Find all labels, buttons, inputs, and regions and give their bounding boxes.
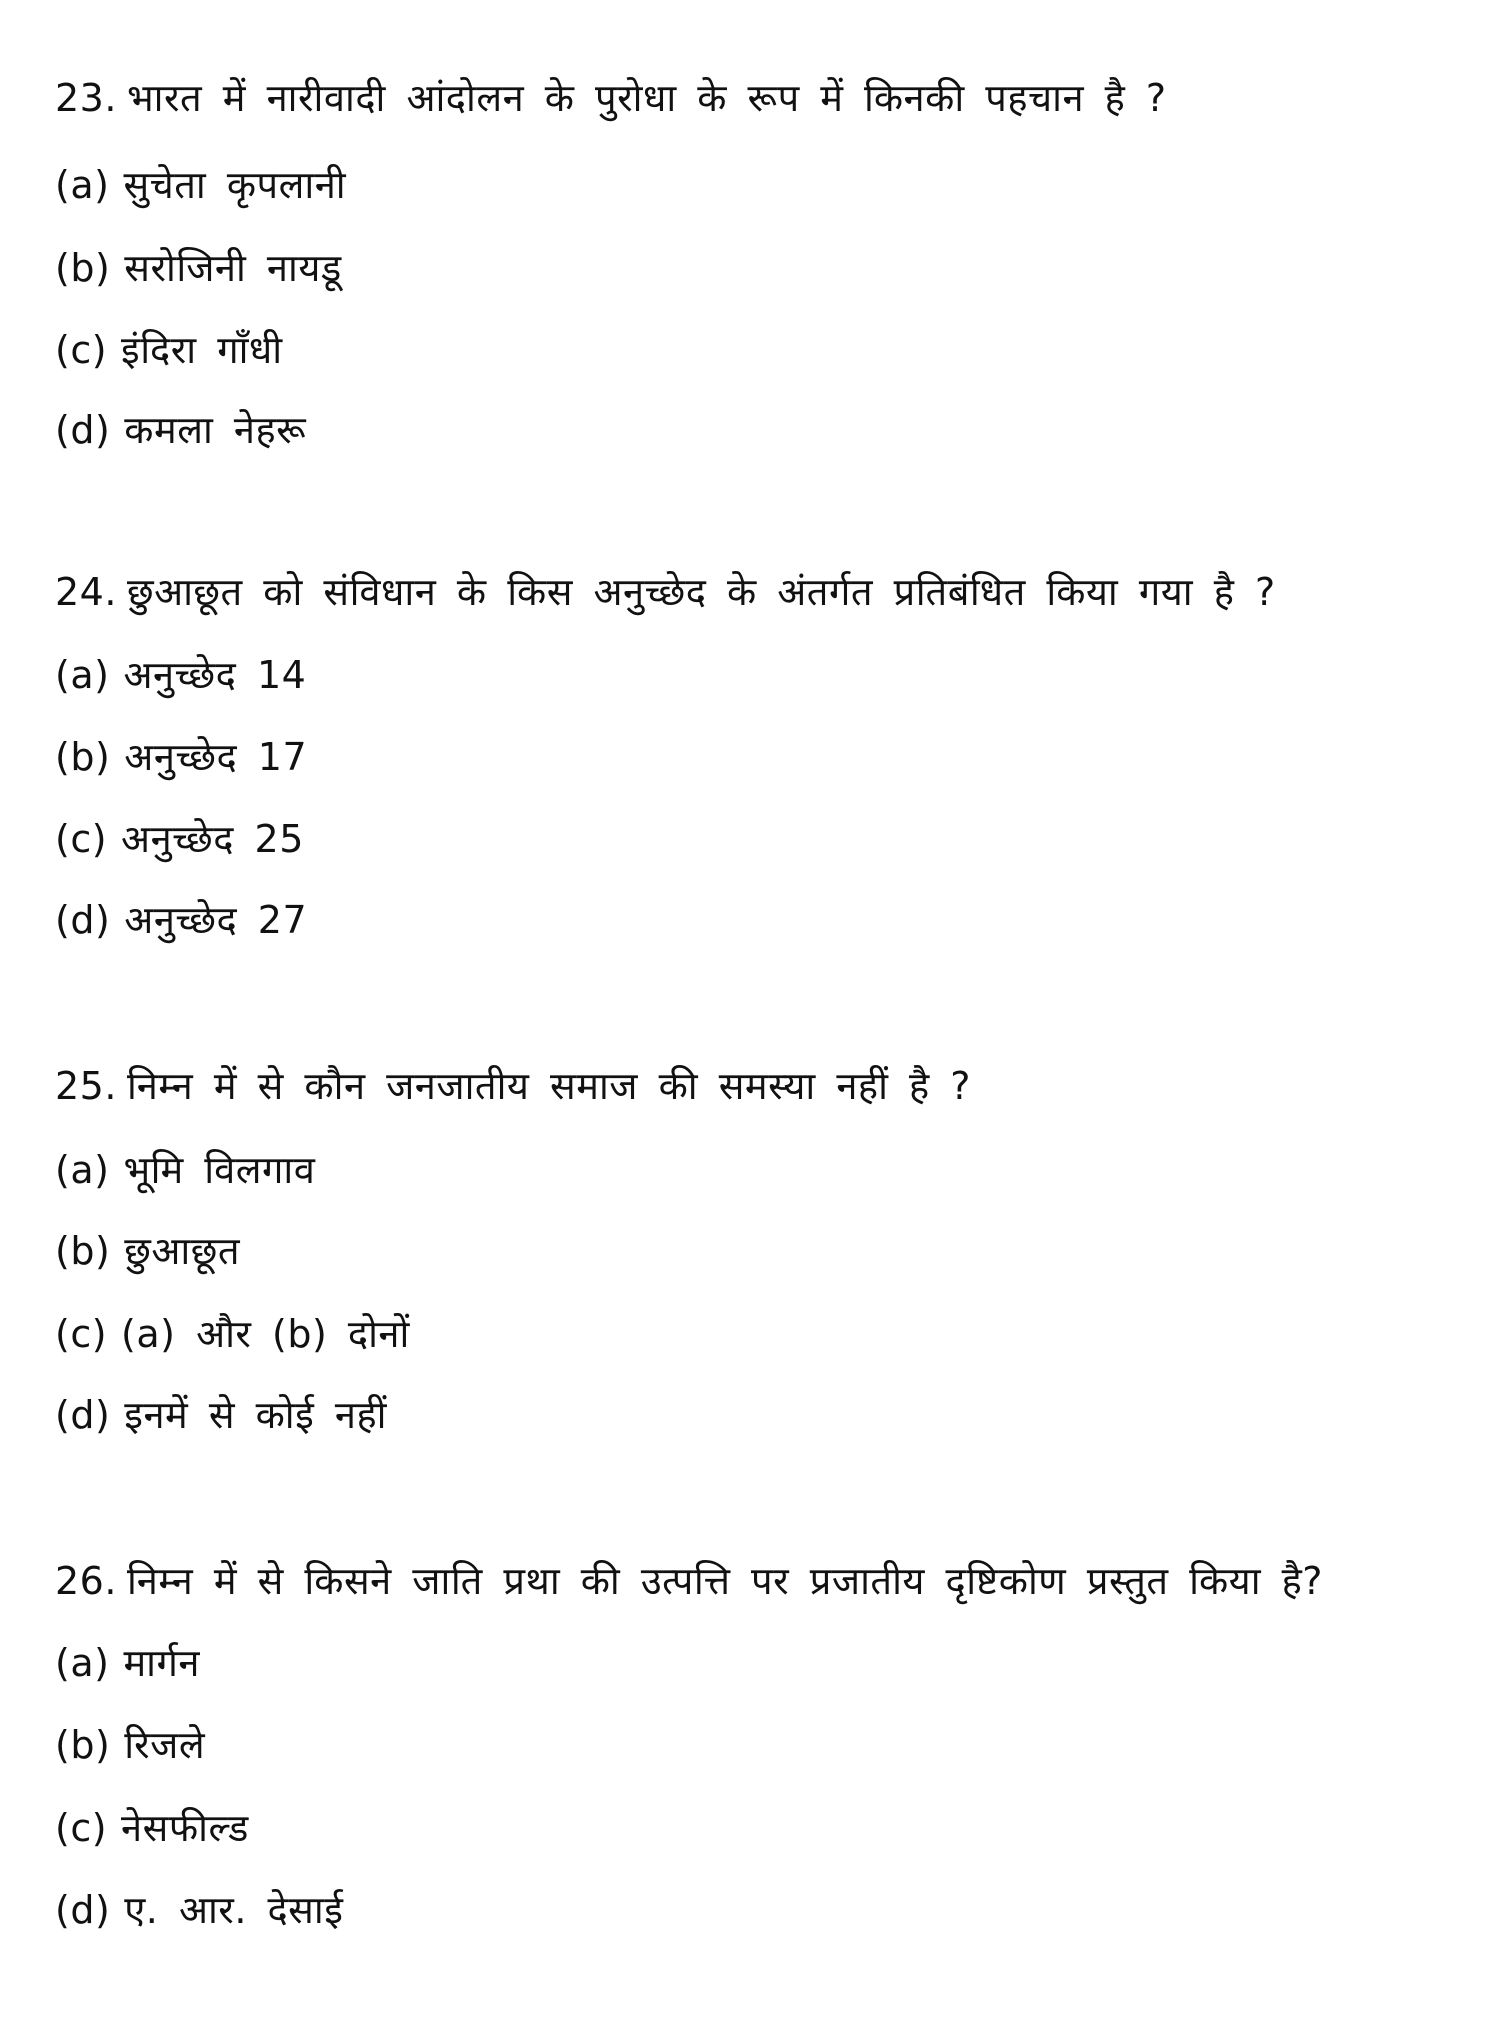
question-24 [55, 567, 1276, 617]
option-text: सरोजिनी नायडू [124, 246, 342, 290]
question-number: 24. [55, 570, 117, 614]
question-26-option-c[interactable] [55, 1803, 249, 1853]
option-label: (c) [55, 1312, 108, 1356]
question-23-option-c[interactable] [55, 325, 283, 375]
option-text: रिजले [124, 1723, 206, 1767]
question-25-option-c[interactable] [55, 1309, 410, 1359]
option-label: (a) [55, 1641, 110, 1685]
question-24-option-d[interactable] [55, 895, 307, 945]
option-label: (d) [55, 408, 111, 452]
question-24-option-c[interactable] [55, 814, 304, 864]
option-text: अनुच्छेद 27 [124, 898, 308, 942]
question-26-option-d[interactable] [55, 1885, 343, 1935]
option-text: छुआछूत [124, 1229, 241, 1273]
option-label: (d) [55, 1888, 111, 1932]
question-23-option-a[interactable] [55, 160, 346, 210]
option-text: (a) और (b) दोनों [121, 1312, 410, 1356]
option-label: (a) [55, 653, 110, 697]
option-label: (b) [55, 735, 111, 779]
question-24-option-b[interactable] [55, 732, 307, 782]
option-label: (b) [55, 246, 111, 290]
option-text: सुचेता कृपलानी [123, 163, 347, 207]
question-number: 26. [55, 1559, 117, 1603]
option-label: (d) [55, 898, 111, 942]
option-label: (a) [55, 1148, 110, 1192]
question-text: छुआछूत को संविधान के किस अनुच्छेद के अंतर्गत प्रतिबंधित किया गया है ? [126, 570, 1276, 614]
question-number: 25. [55, 1064, 117, 1108]
option-text: अनुच्छेद 14 [123, 653, 307, 697]
option-text: भूमि विलगाव [123, 1148, 316, 1192]
option-label: (c) [55, 1806, 108, 1850]
option-label: (c) [55, 817, 108, 861]
question-26-option-a[interactable] [55, 1638, 200, 1688]
option-text: इनमें से कोई नहीं [124, 1393, 387, 1437]
option-label: (c) [55, 328, 108, 372]
option-text: अनुच्छेद 25 [121, 817, 304, 861]
option-label: (b) [55, 1229, 111, 1273]
question-25-option-d[interactable] [55, 1390, 387, 1440]
option-label: (d) [55, 1393, 111, 1437]
option-text: ए. आर. देसाई [124, 1888, 344, 1932]
option-text: अनुच्छेद 17 [124, 735, 308, 779]
option-text: इंदिरा गाँधी [121, 328, 283, 372]
option-text: मार्गन [123, 1641, 200, 1685]
option-text: कमला नेहरू [124, 408, 307, 452]
option-text: नेसफील्ड [121, 1806, 249, 1850]
question-26 [55, 1556, 1323, 1606]
question-text: निम्न में से कौन जनजातीय समाज की समस्या नहीं है ? [126, 1064, 971, 1108]
question-number: 23. [55, 76, 117, 120]
question-text: निम्न में से किसने जाति प्रथा की उत्पत्ति पर प्रजातीय दृष्टिकोण प्रस्तुत किया है? [126, 1559, 1323, 1603]
question-25-option-a[interactable] [55, 1145, 315, 1195]
option-label: (a) [55, 163, 110, 207]
question-23 [55, 73, 1167, 123]
option-label: (b) [55, 1723, 111, 1767]
question-23-option-b[interactable] [55, 243, 342, 293]
question-25-option-b[interactable] [55, 1226, 240, 1276]
question-text: भारत में नारीवादी आंदोलन के पुरोधा के रूप में किनकी पहचान है ? [126, 76, 1167, 120]
question-25 [55, 1061, 971, 1111]
question-24-option-a[interactable] [55, 650, 306, 700]
question-26-option-b[interactable] [55, 1720, 205, 1770]
question-23-option-d[interactable] [55, 405, 306, 455]
